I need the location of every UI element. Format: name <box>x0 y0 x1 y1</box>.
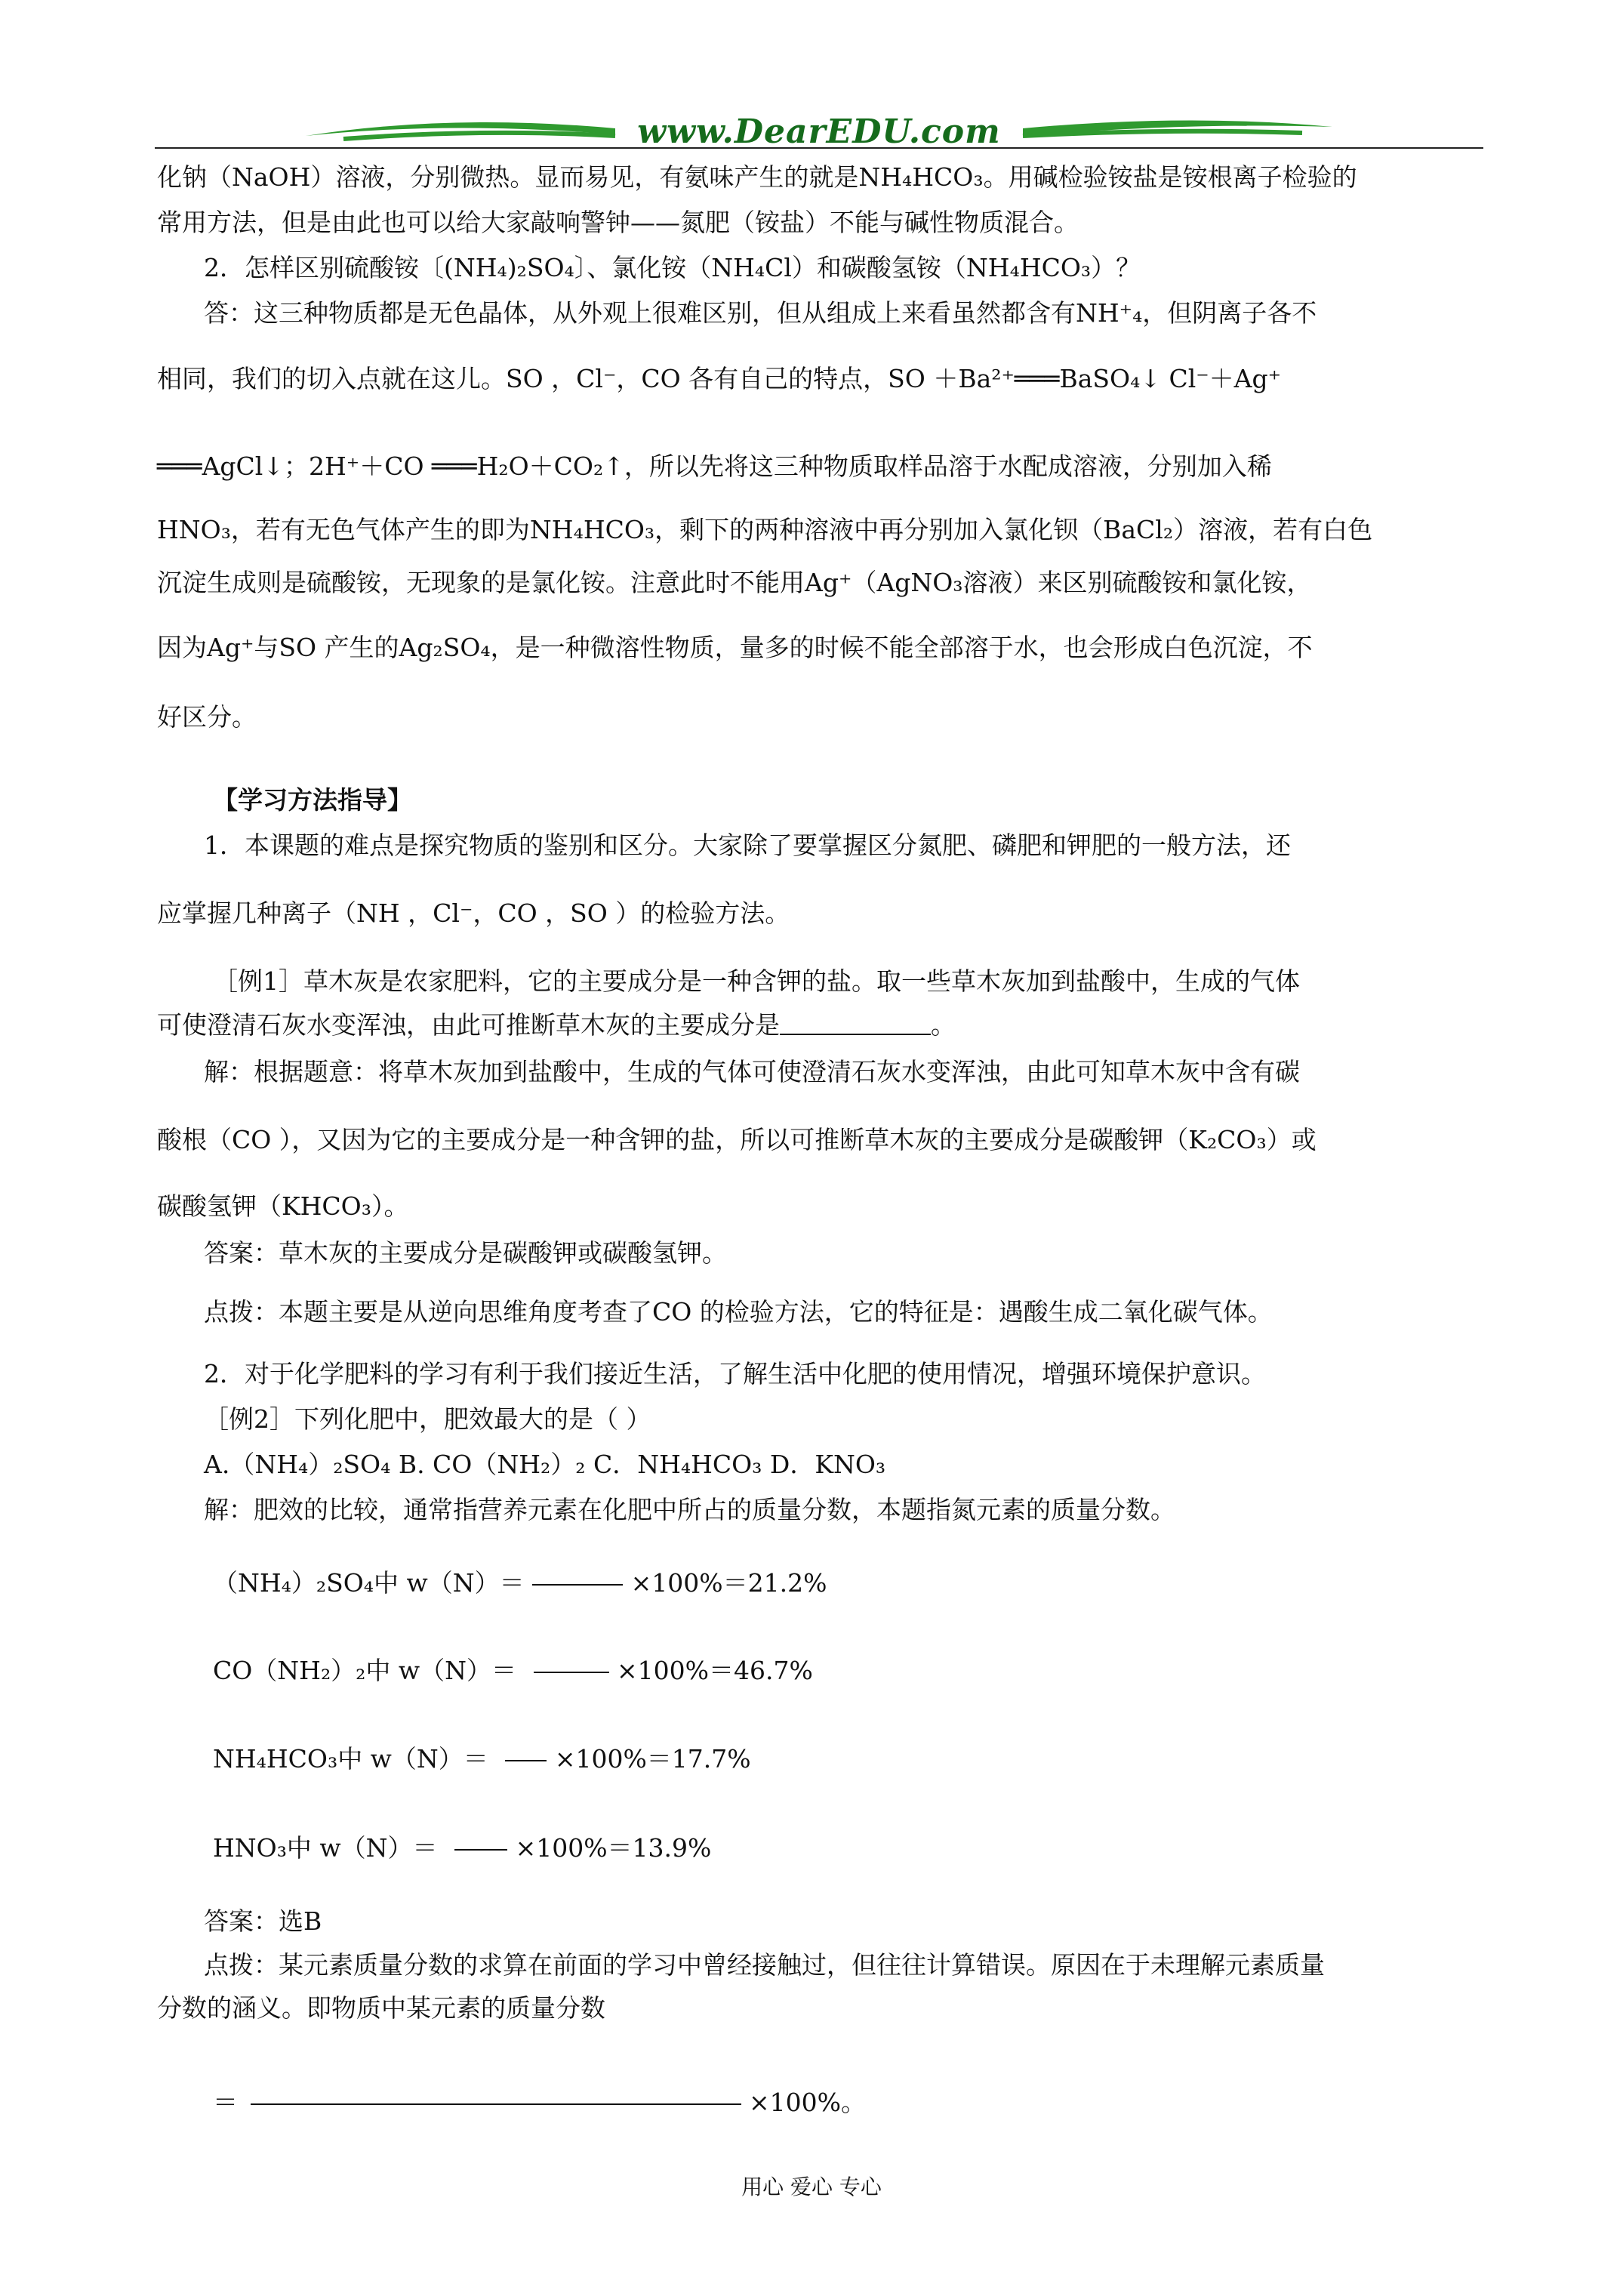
header-rule <box>155 147 1483 149</box>
text-line: 1．本课题的难点是探究物质的鉴别和区分。大家除了要掌握区分氮肥、磷肥和钾肥的一般方法，还 <box>204 831 1291 860</box>
text-line: 答：这三种物质都是无色晶体，从外观上很难区别，但从组成上来看虽然都含有NH⁺₄，但阴离子各不 <box>204 298 1317 328</box>
text-line: A.（NH₄）₂SO₄ B. CO（NH₂）₂ C．NH₄HCO₃ D．KNO₃ <box>204 1450 886 1479</box>
text-segment: 。 <box>931 1010 956 1040</box>
answer-blank <box>780 1011 931 1035</box>
text-line: 碳酸氢钾（KHCO₃）。 <box>157 1191 409 1221</box>
fraction-bar <box>534 1672 609 1673</box>
formula-left: NH₄HCO₃中 w（N）＝ <box>213 1744 488 1774</box>
text-line: ［例1］草木灰是农家肥料，它的主要成分是一种含钾的盐。取一些草木灰加到盐酸中，生成的气体 <box>213 966 1300 996</box>
text-segment: 可使澄清石灰水变浑浊，由此可推断草木灰的主要成分是 <box>157 1010 780 1040</box>
text-line: 好区分。 <box>157 702 257 732</box>
text-line: 答案：选B <box>204 1906 322 1936</box>
text-line: 常用方法，但是由此也可以给大家敲响警钟——氮肥（铵盐）不能与碱性物质混合。 <box>157 208 1079 237</box>
fraction-bar <box>251 2103 741 2105</box>
text-line: 化钠（NaOH）溶液，分别微热。显而易见，有氨味产生的就是NH₄HCO₃。用碱检验铵盐是铵根离子检验的 <box>157 162 1357 192</box>
page-footer: 用心 爱心 专心 <box>741 2174 882 2199</box>
text-line: 分数的涵义。即物质中某元素的质量分数 <box>157 1993 605 2023</box>
formula-left: CO（NH₂）₂中 w（N）＝ <box>213 1656 517 1685</box>
fraction-bar <box>532 1584 623 1586</box>
text-line: ═══AgCl↓；2H⁺＋CO ═══H₂O＋CO₂↑，所以先将这三种物质取样品溶于水配成溶液，分别加入稀 <box>157 451 1272 481</box>
text-line: 解：肥效的比较，通常指营养元素在化肥中所占的质量分数，本题指氮元素的质量分数。 <box>204 1495 1175 1524</box>
formula-line <box>213 1656 813 1686</box>
formula-left: （NH₄）₂SO₄中 w（N）＝ <box>213 1568 525 1598</box>
text-line <box>157 1010 956 1040</box>
formula-line <box>213 1833 711 1863</box>
formula-right: ×100%＝17.7% <box>554 1744 751 1774</box>
text-line: ［例2］下列化肥中，肥效最大的是（ ） <box>204 1404 651 1434</box>
fraction-bar <box>505 1760 547 1761</box>
formula-right: ×100%＝21.2% <box>630 1568 827 1598</box>
formula-right: ×100%。 <box>749 2088 866 2117</box>
header-logo <box>298 106 1340 159</box>
formula-line <box>213 1568 827 1598</box>
formula-left: ＝ <box>213 2088 238 2117</box>
text-line: 因为Ag⁺与SO 产生的Ag₂SO₄，是一种微溶性物质，量多的时候不能全部溶于水，也会形成白色沉淀，不 <box>157 633 1313 662</box>
text-line: 解：根据题意：将草木灰加到盐酸中，生成的气体可使澄清石灰水变浑浊，由此可知草木灰中含有碳 <box>204 1057 1300 1086</box>
text-line: 相同，我们的切入点就在这儿。SO ，Cl⁻，CO 各有自己的特点，SO ＋Ba²⁺═══BaSO₄↓ Cl⁻＋Ag⁺ <box>157 364 1282 393</box>
text-line: 沉淀生成则是硫酸铵，无现象的是氯化铵。注意此时不能用Ag⁺（AgNO₃溶液）来区别硫酸铵和氯化铵， <box>157 568 1312 597</box>
formula-line <box>213 1744 751 1774</box>
text-line: 2．对于化学肥料的学习有利于我们接近生活，了解生活中化肥的使用情况，增强环境保护意识。 <box>204 1359 1266 1388</box>
text-line: HNO₃，若有无色气体产生的即为NH₄HCO₃，剩下的两种溶液中再分别加入氯化钡（BaCl₂）溶液，若有白色 <box>157 515 1373 544</box>
text-line: 答案：草木灰的主要成分是碳酸钾或碳酸氢钾。 <box>204 1238 727 1268</box>
logo-text: www.DearEDU.com <box>637 112 1001 151</box>
section-heading: 【学习方法指导】 <box>213 785 412 815</box>
text-line: 点拨：某元素质量分数的求算在前面的学习中曾经接触过，但往往计算错误。原因在于未理解元素质量 <box>204 1950 1325 1980</box>
formula-right: ×100%＝13.9% <box>515 1833 712 1863</box>
text-line: 应掌握几种离子（NH ，Cl⁻，CO ，SO ）的检验方法。 <box>157 898 790 928</box>
formula-line <box>213 2088 866 2118</box>
fraction-bar <box>454 1849 507 1851</box>
text-line: 2．怎样区别硫酸铵〔(NH₄)₂SO₄〕、氯化铵（NH₄Cl）和碳酸氢铵（NH₄HCO₃）？ <box>204 253 1141 282</box>
formula-left: HNO₃中 w（N）＝ <box>213 1833 438 1863</box>
text-line: 酸根（CO ），又因为它的主要成分是一种含钾的盐，所以可推断草木灰的主要成分是碳酸钾（K₂CO₃）或 <box>157 1125 1317 1154</box>
text-line: 点拨：本题主要是从逆向思维角度考查了CO 的检验方法，它的特征是：遇酸生成二氧化碳气体。 <box>204 1297 1273 1327</box>
formula-right: ×100%＝46.7% <box>617 1656 813 1685</box>
